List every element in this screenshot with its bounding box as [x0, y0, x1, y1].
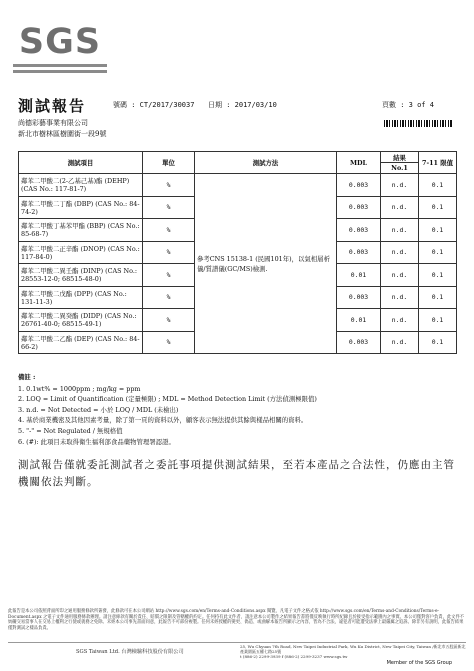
notes-section	[18, 372, 458, 447]
note-item: 4. 基於商業機密及其他因素考量，除了第一頁的資料以外，顧客表示無法提供其餘與樣品相關的資料。	[18, 416, 308, 425]
cell-result: n.d.	[381, 264, 419, 287]
footer-company: SGS Taiwan Ltd. 台灣檢驗科技股份有限公司	[76, 649, 184, 655]
cell-limit: 0.1	[419, 309, 457, 332]
cell-limit: 0.1	[419, 241, 457, 264]
results-table	[18, 151, 457, 354]
cell-mdl: 0.01	[337, 264, 381, 287]
header-unit: 單位	[143, 152, 195, 174]
report-title: 測試報告	[18, 97, 87, 115]
barcode	[384, 120, 452, 127]
header-sample: No.1	[381, 163, 419, 174]
table-row	[19, 174, 457, 197]
cell-result: n.d.	[381, 241, 419, 264]
page-indicator: 頁數 : 3 of 4	[382, 101, 434, 109]
cell-unit: %	[143, 331, 195, 354]
cell-mdl: 0.003	[337, 196, 381, 219]
cell-test-item: 鄰苯二甲酸二異癸酯 (DIDP) (CAS No.: 26761-40-0; 68515-49-1)	[19, 309, 143, 332]
cell-mdl: 0.01	[337, 309, 381, 332]
cell-test-item: 鄰苯二甲酸二(2-乙基己基)酯 (DEHP) (CAS No.: 117-81-7)	[19, 174, 143, 197]
header-method: 測試方法	[195, 152, 337, 174]
footer-disclaimer: 此報告是本公司依照背面所印之通用服務條款所簽發，此條款可在本公司網站 http://www.sgs.com/en/Terms-and-Conditions.aspx 閱覽，凡電子文件之格式依 http://www.sgs.com/en/Terms-and-Conditions/Terms-e-Document.aspx 之電子文件通用服務條款辦理。請注意條款有關於責任、賠償之限制及管轄權的約定。任何持有此文件者，請注意本公司製作之結果報告書將僅反映執行時所紀錄且於接受指示範圍內之事實。本公司僅對客戶負責，此文件不妨礙交易當事人在交易上權利之行使或義務之免除。未經本公司事先書面同意，此報告不可部份複製。任何未經授權的變更、偽造、或曲解本報告所顯示之內容，皆為不合法，違犯者可能遭受法律上最嚴厲之追訴。除非另有說明，此報告結果僅對測試之樣品負責。	[8, 609, 465, 631]
cell-mdl: 0.003	[337, 219, 381, 242]
cell-result: n.d.	[381, 286, 419, 309]
client-company: 尚德彩藝事業有限公司	[18, 119, 88, 127]
sgs-logo	[13, 24, 107, 74]
header-item: 測試項目	[19, 152, 143, 174]
cell-test-item: 鄰苯二甲酸丁基苯甲酯 (BBP) (CAS No.: 85-68-7)	[19, 219, 143, 242]
cell-mdl: 0.003	[337, 286, 381, 309]
cell-test-item: 鄰苯二甲酸二異壬酯 (DINP) (CAS No.: 28553-12-0; 68515-48-0)	[19, 264, 143, 287]
cell-result: n.d.	[381, 196, 419, 219]
cell-unit: %	[143, 196, 195, 219]
cell-test-item: 鄰苯二甲酸二乙酯 (DEP) (CAS No.: 84-66-2)	[19, 331, 143, 354]
notes-heading: 備註 :	[18, 373, 36, 381]
client-address: 新北市樹林區樹圍街一段9號	[18, 130, 107, 138]
cell-test-item: 鄰苯二甲酸二正辛酯 (DNOP) (CAS No.: 117-84-0)	[19, 241, 143, 264]
cell-limit: 0.1	[419, 331, 457, 354]
legal-statement: 測試報告僅就委託測試者之委託事項提供測試結果，至若本產品之合法性，仍應由主管機關依法判斷。	[18, 459, 455, 488]
header-mdl: MDL	[337, 152, 381, 174]
note-item: 3. n.d. = Not Detected = 小於 LOQ / MDL (未檢出)	[18, 405, 179, 414]
report-number: 號碼 : CT/2017/30037	[113, 101, 195, 109]
cell-test-item: 鄰苯二甲酸二丁酯 (DBP) (CAS No.: 84-74-2)	[19, 196, 143, 219]
report-date: 日期 : 2017/03/10	[208, 101, 277, 109]
footer-contact-line: t (886-2) 2299-3939 f (886-2) 2299-3237 www.sgs.tw	[240, 654, 348, 659]
cell-unit: %	[143, 241, 195, 264]
note-item: 1. 0.1wt% = 1000ppm ; mg/kg = ppm	[18, 384, 141, 393]
cell-limit: 0.1	[419, 286, 457, 309]
cell-limit: 0.1	[419, 174, 457, 197]
logo-bar	[13, 70, 107, 73]
note-item: 5. "-" = Not Regulated / 無規格值	[18, 426, 123, 435]
cell-mdl: 0.003	[337, 331, 381, 354]
header-limit: 7-11 限值	[419, 152, 457, 174]
cell-test-method: 參考CNS 15138-1 (民國101年)，以氣相層析儀/質譜儀(GC/MS)檢測.	[195, 174, 337, 354]
cell-unit: %	[143, 174, 195, 197]
cell-unit: %	[143, 309, 195, 332]
cell-limit: 0.1	[419, 196, 457, 219]
cell-unit: %	[143, 219, 195, 242]
note-item: 2. LOQ = Limit of Quantification (定量極限) ; MDL = Method Detection Limit (方法偵測極限值)	[18, 395, 317, 404]
cell-limit: 0.1	[419, 219, 457, 242]
cell-result: n.d.	[381, 219, 419, 242]
cell-result: n.d.	[381, 174, 419, 197]
cell-result: n.d.	[381, 309, 419, 332]
footer-bar	[8, 642, 466, 658]
logo-text: SGS	[18, 22, 102, 62]
member-of-sgs: Member of the SGS Group	[386, 660, 452, 666]
cell-test-item: 鄰苯二甲酸二戊酯 (DPP) (CAS No.: 131-11-3)	[19, 286, 143, 309]
cell-unit: %	[143, 264, 195, 287]
footer-address	[240, 644, 466, 659]
logo-bar	[13, 64, 107, 67]
cell-mdl: 0.003	[337, 241, 381, 264]
footer-address-line: 25, Wu Chyuan 7th Road, New Taipei Industrial Park, Wu Ku District, New Taipei City, Taiwan /新北市五股區新北產業園區五權七路25號	[240, 644, 466, 654]
note-item: 6. (#): 此項目未取得衛生福利部食品藥物管理署認證。	[18, 437, 175, 446]
header-result: 結果	[381, 152, 419, 163]
cell-limit: 0.1	[419, 264, 457, 287]
cell-unit: %	[143, 286, 195, 309]
cell-result: n.d.	[381, 331, 419, 354]
cell-mdl: 0.003	[337, 174, 381, 197]
